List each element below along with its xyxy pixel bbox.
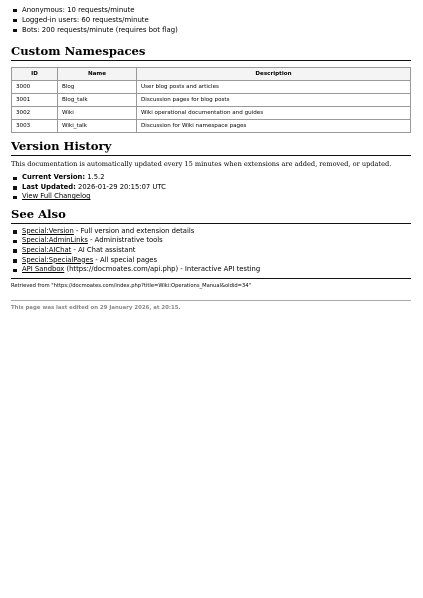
last-updated-value: 2026-01-29 20:15:07 UTC: [78, 182, 166, 191]
list-item: [11, 246, 411, 256]
retrieved-from-text: Retrieved from "https://docmoates.com/index.php?title=Wiki:Operations_Manual&oldid=34": [11, 278, 411, 289]
list-item: Logged-in users: 60 requests/minute: [11, 15, 411, 25]
section-heading-see-also: See Also: [11, 207, 411, 224]
current-version-item: [11, 173, 411, 183]
section-heading-version-history: Version History: [11, 139, 411, 156]
column-header-description: Description: [137, 68, 411, 81]
column-header-name: Name: [58, 68, 137, 81]
list-item: [11, 265, 411, 275]
cell-name: Blog: [58, 81, 137, 94]
table-row: [12, 94, 411, 107]
list-item: [11, 227, 411, 237]
column-header-id: ID: [12, 68, 58, 81]
section-heading-namespaces: Custom Namespaces: [11, 44, 411, 61]
link-description: (https://docmoates.com/api.php) - Interactive API testing: [64, 265, 261, 274]
cell-name: Wiki: [58, 107, 137, 120]
cell-id: 3000: [12, 81, 58, 94]
namespaces-table: [11, 67, 411, 133]
special-adminlinks-link[interactable]: Special:AdminLinks: [22, 236, 88, 245]
table-row: [12, 81, 411, 94]
cell-id: 3003: [12, 120, 58, 133]
current-version-label: Current Version:: [22, 173, 86, 181]
link-description: - All special pages: [93, 255, 158, 264]
cell-description: Discussion pages for blog posts: [137, 94, 411, 107]
cell-description: User blog posts and articles: [137, 81, 411, 94]
link-description: - AI Chat assistant: [71, 245, 136, 254]
cell-id: 3001: [12, 94, 58, 107]
special-version-link[interactable]: Special:Version: [22, 226, 74, 235]
cell-id: 3002: [12, 107, 58, 120]
list-item: Bots: 200 requests/minute (requires bot flag): [11, 25, 411, 35]
current-version-value: 1.5.2: [87, 173, 105, 181]
changelog-item: [11, 192, 411, 202]
list-item: [11, 236, 411, 246]
cell-description: Wiki operational documentation and guides: [137, 107, 411, 120]
table-row: [12, 107, 411, 120]
list-item: Anonymous: 10 requests/minute: [11, 5, 411, 15]
last-edited-footer: This page was last edited on 29 January 2026, at 20:15.: [11, 300, 411, 311]
list-item: [11, 256, 411, 266]
table-row: [12, 120, 411, 133]
table-header-row: [12, 68, 411, 81]
special-specialpages-link[interactable]: Special:SpecialPages: [22, 255, 94, 264]
special-aichat-link[interactable]: Special:AIChat: [22, 245, 72, 254]
cell-description: Discussion for Wiki namespace pages: [137, 120, 411, 133]
see-also-list: [11, 227, 411, 275]
cell-name: Blog_talk: [58, 94, 137, 107]
link-description: - Administrative tools: [87, 236, 163, 245]
view-changelog-link[interactable]: View Full Changelog: [22, 192, 91, 201]
last-updated-item: [11, 183, 411, 193]
document-page: [11, 5, 411, 311]
last-updated-label: Last Updated:: [22, 182, 76, 191]
link-description: - Full version and extension details: [73, 226, 195, 235]
cell-name: Wiki_talk: [58, 120, 137, 133]
api-sandbox-link[interactable]: API Sandbox: [22, 265, 65, 274]
version-info-list: [11, 173, 411, 202]
version-intro-text: This documentation is automatically updated every 15 minutes when extensions are added, removed, or updated.: [11, 160, 392, 168]
rate-limit-list: [11, 5, 411, 35]
